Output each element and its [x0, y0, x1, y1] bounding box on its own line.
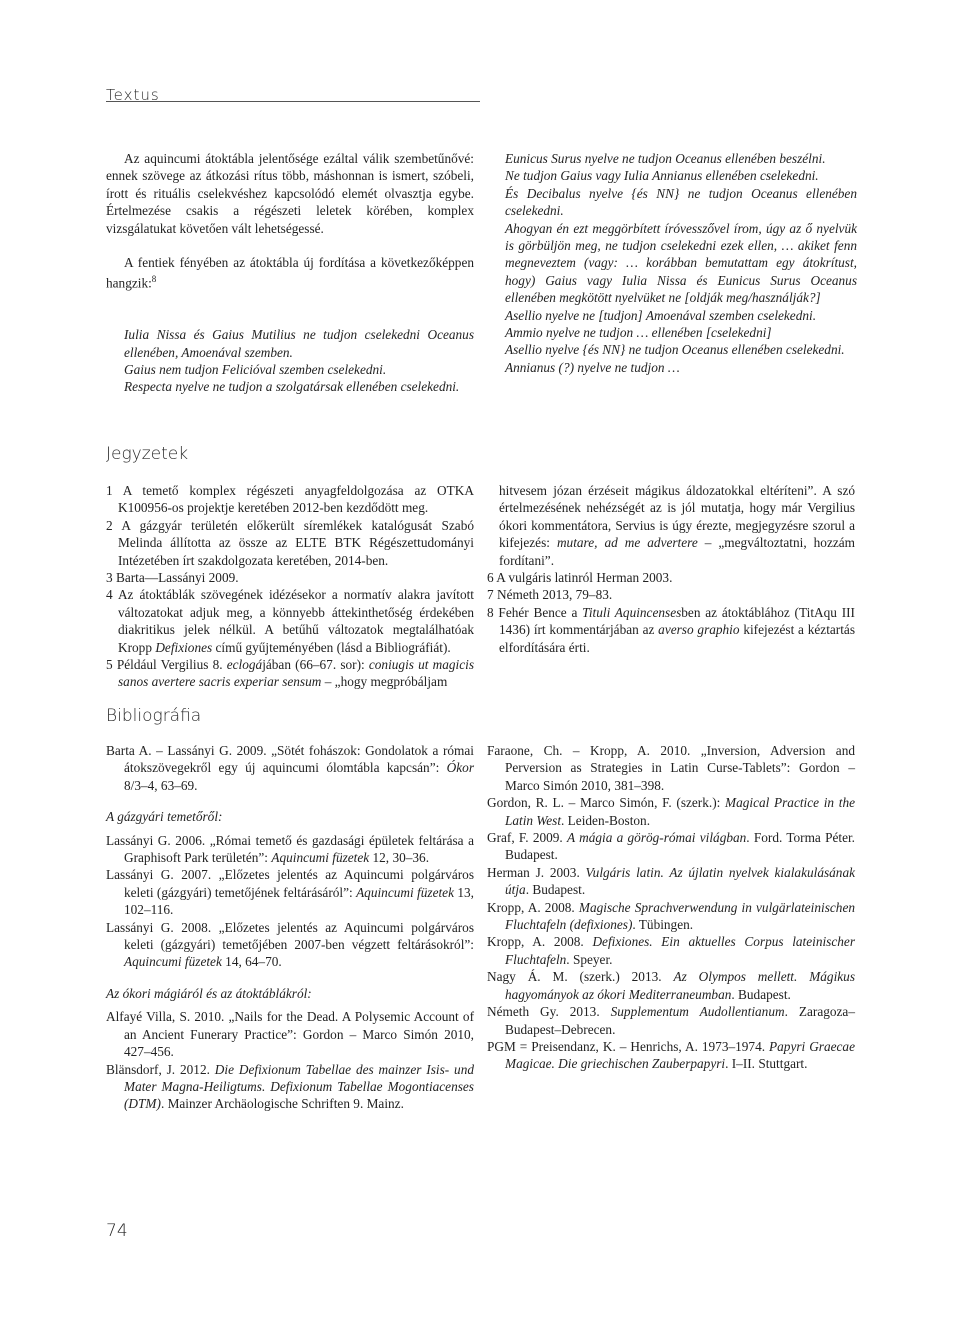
- footnote-italic: Tituli Aquincenses: [582, 604, 682, 620]
- bib-entry: [487, 864, 855, 899]
- footnote: [106, 656, 474, 691]
- footnote-ref: 8: [151, 274, 157, 285]
- bib-entry: [487, 794, 855, 829]
- translation-line: Asellio nyelve {és NN} ne tudjon Oceanus ellenében cselekedni.: [505, 342, 845, 358]
- bib-text: Gordon, R. L. – Marco Simón, F. (szerk.):: [487, 795, 726, 811]
- bib-italic: Vulgáris latin. Az újlatin nyelvek kialakulásának útja: [505, 864, 855, 898]
- footnote: 6 A vulgáris latinról Herman 2003.: [487, 570, 673, 586]
- translation-block: [106, 326, 474, 396]
- bib-italic: Supplementum Audollentianum: [610, 1004, 785, 1020]
- bib-text: . I–II. Stuttgart.: [725, 1056, 808, 1072]
- textus-left-column: [106, 150, 474, 396]
- translation-line: Asellio nyelve ne [tudjon] Amoenával szemben cselekedni.: [505, 307, 817, 323]
- footnote-text: 4 Az átoktáblák szövegének idézésekor a normatív alakra javított változatokat adjuk meg, a könnyebb áttekinthetőség érdekében diakritikus jelek nélkül. A betűhű változatok megtalálhatóak Kropp: [106, 587, 474, 655]
- bib-text: PGM = Preisendanz, K. – Henrichs, A. 1973–1974.: [487, 1038, 770, 1054]
- bib-entry: [106, 866, 474, 918]
- bib-entry: Faraone, Ch. – Kropp, A. 2010. „Inversion, Adversion and Perversion as Strategies in Latin Curse-Tablets”: Gordon – Marco Simón 2010, 381–398.: [487, 743, 855, 793]
- paragraph: Az aquincumi átoktábla jelentősége ezáltal válik szembetűnővé: ennek szövege az átkozási rítus több, máshonnan is ismert, szóbeli, írott és rituális cselekvéshez kapcsolódó elemét olvasztja egybe. Értelmezése csakis a régészeti leletek körében, komplex vizsgálatukat követően vált lehetségessé.: [106, 151, 474, 236]
- bib-entry: [106, 1061, 474, 1113]
- footnote-continuation: [487, 482, 855, 569]
- translation-line: Eunicus Surus nyelve ne tudjon Oceanus ellenében beszélni.: [505, 151, 826, 166]
- bib-text: . Mainzer Archäologische Schriften 9. Mainz.: [160, 1096, 404, 1112]
- bib-text: Németh Gy. 2013.: [487, 1004, 611, 1020]
- bib-text: Blänsdorf, J. 2012.: [106, 1061, 215, 1077]
- bib-text: Lassányi G. 2006. „Római temető és gazdasági épületek feltárása a Graphisoft Park területén”:: [106, 832, 474, 866]
- bib-italic: Defixiones. Ein aktuelles Corpus lateinischer Fluchtafeln: [505, 934, 855, 967]
- translation-line: Respecta nyelve ne tudjon a szolgatársak ellenében cselekedni.: [124, 379, 460, 395]
- bib-italic: Az Olympos mellett. Mágikus hagyományok az ókori Mediterraneumban: [505, 969, 855, 1002]
- bib-entry: [106, 832, 474, 867]
- footnote-text: kifejezést a kéztartás elfordítására érti.: [499, 622, 855, 655]
- translation-line: Ahogyan én ezt meggörbített íróvesszővel írom, úgy az ő nyelvük is görbüljön meg, ne tudjon cselekedni ezek ellen, … akiket fenn megneveztem (vagy: … korábban bemutattam egy átokrítust, hogy) Gaius vagy Iulia Nissa és Eunicus Surus Oceanus ellenében megkötött nyelvüket ne [oldják meg/használják?]: [505, 220, 857, 306]
- bib-entry: [487, 1038, 855, 1073]
- page-number: 74: [106, 1221, 128, 1241]
- bib-entry: [487, 899, 855, 934]
- bib-entry: [106, 919, 474, 971]
- footnote-text: 8 Fehér Bence a: [487, 604, 583, 620]
- paragraph: [106, 254, 474, 292]
- bib-italic: Aquincumi füzetek: [271, 850, 370, 866]
- footnote-text: 5 Például Vergilius 8.: [106, 657, 227, 673]
- bibliography-left-column: [106, 742, 474, 1113]
- bib-text: . Leiden-Boston.: [561, 812, 651, 828]
- bib-italic: Die Defixionum Tabellae des mainzer Isis- und Mater Magna-Heiligtums. Defixionum Tabellae Mogontiacenses (DTM): [124, 1061, 474, 1112]
- footnote-text: című gyűjteményében (lásd a Bibliográfiát).: [212, 639, 451, 655]
- footnote-text: hitvesem józan érzéseit mágikus áldozatokkal eltéríteni”. A szó értelmezésének nehézségét az is jól mutatja, hogy már Vergilius ókori kommentátora, Servius is úgy érezte, megjegyzésre szorul a kifejezés:: [499, 483, 855, 551]
- bib-text: . Speyer.: [566, 951, 613, 967]
- translation-line: Iulia Nissa és Gaius Mutilius ne tudjon cselekedni Oceanus ellenében, Amoenával szemben.: [124, 327, 474, 360]
- bibliography-right-column: [487, 742, 855, 1073]
- translation-line: Ammio nyelve ne tudjon … ellenében [cselekedni]: [505, 325, 772, 341]
- footnote-italic: mutare, ad me advertere: [556, 535, 698, 551]
- footnote-text: – „hogy megpróbáljam: [321, 674, 448, 690]
- bib-entry: [487, 933, 855, 968]
- footnote-text: jában (66–67. sor):: [262, 657, 369, 673]
- footnote: 3 Barta—Lassányi 2009.: [106, 570, 239, 586]
- bib-italic: Ókor: [446, 760, 474, 776]
- footnote: 2 A gázgyár területén előkerült síremlékek katalógusát Szabó Melinda állította az össze az ELTE BTK Régészettudományi Intézetében írt szakdolgozata keretében, 2014-ben.: [106, 517, 474, 568]
- bib-subheading: A gázgyári temetőről:: [106, 809, 223, 825]
- section-title-notes: Jegyzetek: [106, 444, 189, 464]
- bib-text: . Ford. Torma Péter. Budapest.: [505, 830, 855, 863]
- bib-entry: [106, 742, 474, 794]
- bib-italic: Aquincumi füzetek: [124, 954, 222, 970]
- translation-line: Ne tudjon Gaius vagy Iulia Annianus ellenében cselekedni.: [505, 168, 819, 184]
- header-divider: [106, 101, 480, 102]
- bib-entry: [487, 1003, 855, 1038]
- bib-text: . Budapest.: [731, 986, 791, 1002]
- bib-entry: [487, 829, 855, 864]
- bib-text: . Budapest.: [525, 882, 586, 898]
- bib-text: . Zaragoza–Budapest–Debrecen.: [505, 1004, 855, 1037]
- bib-text: Lassányi G. 2007. „Előzetes jelentés az Aquincumi polgárváros keleti (gázgyári) temetőjének feltárásáról”:: [106, 867, 474, 900]
- bib-text: Kropp, A. 2008.: [487, 899, 579, 915]
- footnote: [487, 604, 855, 656]
- bib-text: Herman J. 2003.: [487, 864, 586, 880]
- bib-italic: Papyri Graecae Magicae. Die griechischen Zauberpapyri: [505, 1038, 855, 1072]
- notes-left-column: [106, 482, 474, 691]
- section-title-textus: Textus: [106, 86, 160, 104]
- paragraph-text: A fentiek fényében az átoktábla új fordítása a következőképpen hangzik:: [106, 255, 474, 291]
- bib-text: 13, 102–116.: [124, 884, 474, 918]
- bib-italic: Magische Sprachverwendung in vulgärlateinischen Fluchtafeln (defixiones): [505, 899, 855, 933]
- bib-text: Lassányi G. 2008. „Előzetes jelentés az Aquincumi polgárváros keleti (gázgyári) temetőjében 2007-ben végzett feltárásokról”:: [106, 919, 474, 953]
- footnote-italic: Defixiones: [155, 639, 213, 655]
- bib-text: 14, 64–70.: [221, 954, 282, 970]
- bib-text: Nagy Á. M. (szerk.) 2013.: [487, 969, 674, 985]
- translation-line: És Decibalus nyelve {és NN} ne tudjon Oceanus ellenében cselekedni.: [505, 185, 857, 219]
- footnote: 1 A temető komplex régészeti anyagfeldolgozása az OTKA K100956-os projektje keretében 2012-ben kezdődött meg.: [106, 483, 474, 516]
- bib-text: Barta A. – Lassányi G. 2009. „Sötét fohászok: Gondolatok a római átokszövegekről egy új aquincumi ólomtábla kapcsán”:: [106, 743, 474, 776]
- footnote-italic: averso graphio: [658, 622, 740, 638]
- footnote: 7 Németh 2013, 79–83.: [487, 587, 613, 603]
- bib-text: . Tübingen.: [632, 917, 694, 933]
- bib-entry: Alfayé Villa, S. 2010. „Nails for the Dead. A Polysemic Account of an Ancient Funerary Practice”: Gordon – Marco Simón 2010, 427–456.: [106, 1009, 474, 1060]
- bib-italic: Magical Practice in the Latin West: [505, 795, 855, 828]
- footnote-text: ben az átoktáblához (TitAqu III 1436) írt kommentárjában az: [499, 604, 855, 638]
- translation-line: Gaius nem tudjon Felicióval szemben cselekedni.: [124, 362, 387, 378]
- bib-text: 8/3–4, 63–69.: [124, 777, 198, 793]
- section-title-bibliography: Bibliográfia: [106, 706, 202, 726]
- bib-text: 12, 30–36.: [369, 850, 430, 866]
- footnote-italic: eclogá: [226, 657, 263, 673]
- bib-italic: A mágia a görög-római világban: [567, 830, 747, 846]
- bib-subheading: Az ókori mágiáról és az átoktáblákról:: [106, 985, 312, 1001]
- bib-text: Graf, F. 2009.: [487, 830, 568, 846]
- footnote-italic: coniugis ut magicis sanos avertere sacris experiar sensum: [118, 657, 474, 690]
- bib-entry: [487, 968, 855, 1003]
- footnote: [106, 586, 474, 656]
- footnote-text: – „megváltoztatni, hozzám fordítani”.: [499, 535, 855, 568]
- bib-italic: Aquincumi füzetek: [356, 884, 454, 900]
- textus-right-column: [505, 150, 857, 376]
- notes-right-column: [487, 482, 855, 656]
- translation-line: Annianus (?) nyelve ne tudjon …: [505, 359, 680, 375]
- bib-text: Kropp, A. 2008.: [487, 934, 593, 950]
